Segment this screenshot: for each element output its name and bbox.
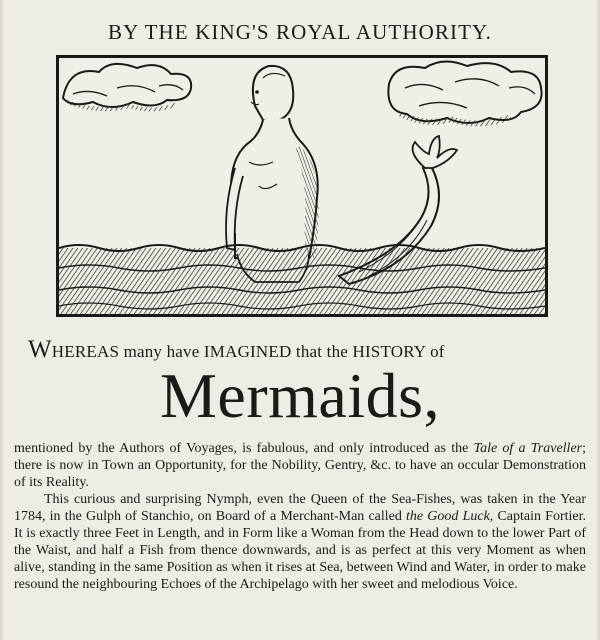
body-text	[14, 440, 586, 593]
paragraph-1: mentioned by the Authors of Voyages, is fabulous, and only introduced as the Tale of a Traveller; there is now in Town an Opportunity, for the Nobility, Gentry, &c. to have an occular Demonstration of its Reality.	[14, 441, 587, 490]
cloud-icon	[388, 61, 541, 126]
paper-edge-right	[596, 0, 600, 640]
headline: Mermaids,	[160, 360, 440, 431]
italic-phrase: Tale of a Traveller	[473, 441, 583, 456]
illustration-frame	[56, 55, 548, 317]
mermaid-woodcut	[59, 58, 545, 314]
lead-text: HEREAS many have IMAGINED that the HISTORY of	[51, 342, 445, 361]
cloud-icon	[63, 64, 191, 112]
paragraph-2: This curious and surprising Nymph, even the Queen of the Sea-Fishes, was taken in the Year 1784, in the Gulph of Stanchio, on Board of a Merchant-Man called the Good Luck, Captain Fortier. It is exactly three Feet in Length, and in Form like a Woman from the Head down to the lower Part of the Waist, and half a Fish from thence downwards, and is as perfect at this very Moment as when alive, standing in the same Position as when it rises at Sea, between Wind and Water, in order to make resound the neighbouring Echoes of the Archipelago with her sweet and melodious Voice.	[14, 492, 586, 592]
italic-phrase: the Good Luck	[406, 509, 490, 524]
header-title: BY THE KING'S ROYAL AUTHORITY.	[108, 20, 492, 44]
sea-waves-icon	[59, 245, 545, 314]
paper-edge-left	[0, 0, 4, 640]
drop-cap: W	[28, 336, 52, 363]
